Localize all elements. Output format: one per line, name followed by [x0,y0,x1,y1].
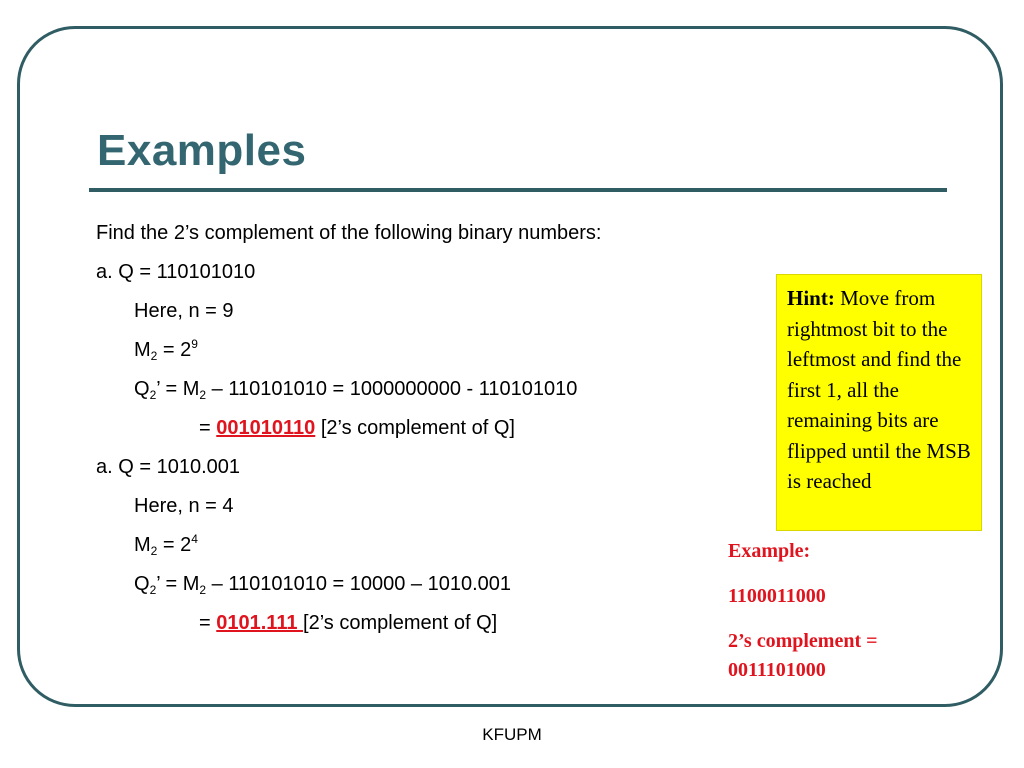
example-number: 1100011000 [728,585,826,607]
hint-text: Move from rightmost bit to the leftmost and find the first 1, all the remaining bits are flipped until the MSB is reached [787,286,971,493]
part2-result [199,611,497,635]
result-equals: = [199,612,217,634]
m-subscript: 2 [199,583,207,597]
result-value: 0101.111 [216,612,304,634]
result-value: 001010110 [216,417,316,439]
part1-q2 [134,377,577,401]
m-exponent: 4 [191,532,198,546]
result-note: [2’s complement of Q] [315,417,515,439]
hint-label: Hint: [787,286,835,310]
m-equals: = 2 [157,534,192,556]
result-note: [2’s complement of Q] [303,612,498,634]
m-symbol: M [134,339,151,361]
m-subscript: 2 [150,544,158,558]
part2-n: Here, n = 4 [134,495,234,517]
part1-label: a. Q = 110101010 [96,261,256,283]
m-exponent: 9 [191,337,198,351]
example-complement-label: 2’s complement = [728,630,878,652]
title-underline [89,188,947,192]
m-subscript: 2 [199,388,207,402]
hint-box [776,274,982,531]
q-symbol: Q [134,573,150,595]
q-subscript: 2 [149,388,157,402]
m-equals: = 2 [157,339,192,361]
part2-label: a. Q = 1010.001 [96,456,241,478]
example-heading: Example: [728,540,811,562]
q-equals-m: ’ = M [156,378,200,400]
example-complement-value: 0011101000 [728,659,826,681]
intro-text: Find the 2’s complement of the following binary numbers: [96,222,602,244]
footer-text: KFUPM [482,725,542,744]
part1-result [199,416,515,440]
part2-m2 [134,533,198,557]
slide-title: Examples [97,126,307,175]
part2-q2 [134,572,511,596]
result-equals: = [199,417,217,439]
m-subscript: 2 [150,349,158,363]
m-symbol: M [134,534,151,556]
part1-m2 [134,338,198,362]
q-symbol: Q [134,378,150,400]
part1-n: Here, n = 9 [134,300,234,322]
q-expression: – 110101010 = 1000000000 - 110101010 [206,378,578,400]
q-subscript: 2 [149,583,157,597]
q-expression: – 110101010 = 10000 – 1010.001 [206,573,512,595]
q-equals-m: ’ = M [156,573,200,595]
